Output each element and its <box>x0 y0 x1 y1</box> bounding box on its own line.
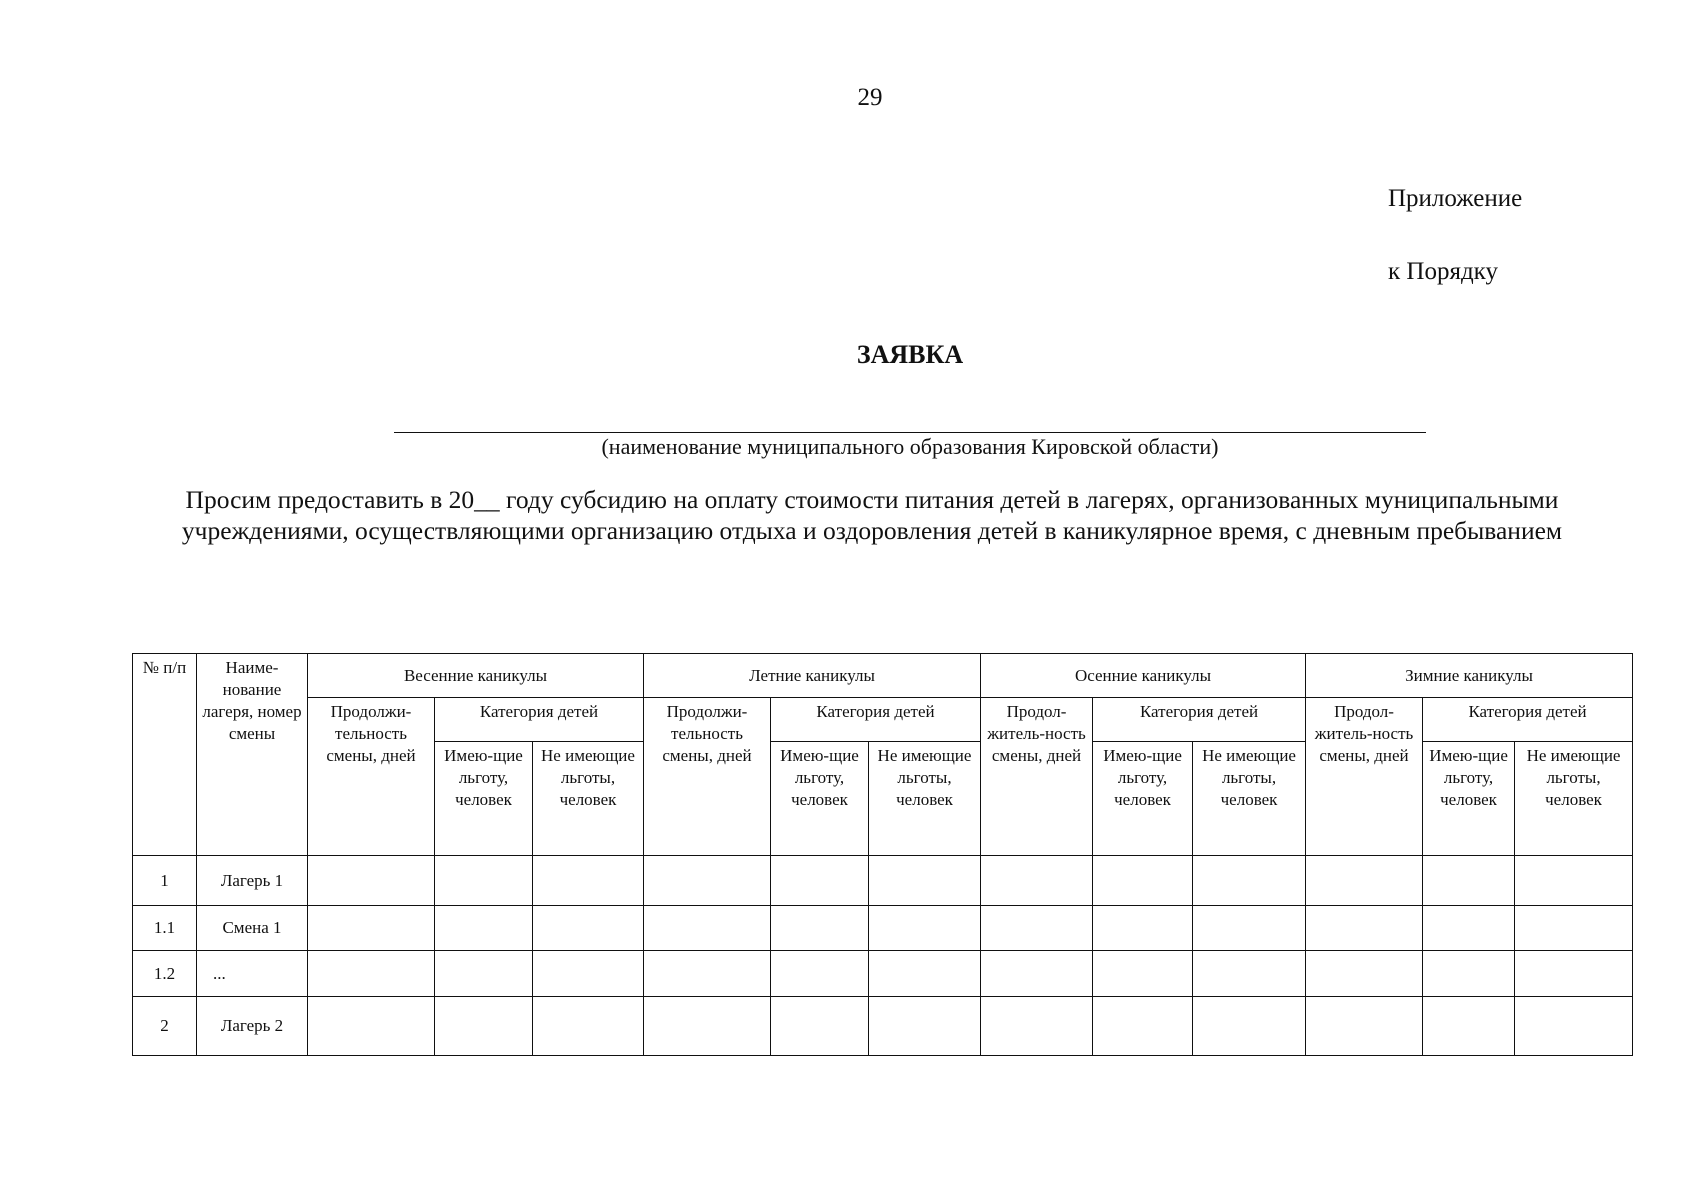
header-autumn-with-benefit: Имею-щие льготу, человек <box>1093 742 1193 856</box>
header-winter-category: Категория детей <box>1423 698 1633 742</box>
row-camp-name: Лагерь 1 <box>197 856 308 906</box>
cell-empty[interactable] <box>644 951 771 996</box>
cell-empty[interactable] <box>1515 996 1633 1055</box>
header-autumn-category: Категория детей <box>1093 698 1306 742</box>
header-autumn-without-benefit: Не имеющие льготы, человек <box>1193 742 1306 856</box>
municipality-blank-line <box>394 432 1426 433</box>
cell-empty[interactable] <box>308 996 435 1055</box>
cell-empty[interactable] <box>308 906 435 951</box>
cell-empty[interactable] <box>1515 906 1633 951</box>
row-camp-name: Смена 1 <box>197 906 308 951</box>
document-title: ЗАЯВКА <box>856 340 964 369</box>
cell-empty[interactable] <box>1193 951 1306 996</box>
header-summer-duration: Продолжи-тельность смены, дней <box>644 698 771 856</box>
row-number: 1.2 <box>133 951 197 996</box>
cell-empty[interactable] <box>771 856 869 906</box>
header-winter-with-benefit: Имею-щие льготу, человек <box>1423 742 1515 856</box>
cell-empty[interactable] <box>644 906 771 951</box>
cell-empty[interactable] <box>869 856 981 906</box>
cell-empty[interactable] <box>1193 906 1306 951</box>
application-table-wrapper <box>132 653 1632 1056</box>
header-summer-with-benefit: Имею-щие льготу, человек <box>771 742 869 856</box>
municipality-caption: (наименование муниципального образования Кировской области) <box>601 434 1219 459</box>
header-summer-category: Категория детей <box>771 698 981 742</box>
header-season-autumn: Осенние каникулы <box>981 654 1306 698</box>
cell-empty[interactable] <box>435 951 533 996</box>
cell-empty[interactable] <box>981 996 1093 1055</box>
cell-empty[interactable] <box>1515 951 1633 996</box>
cell-empty[interactable] <box>1193 996 1306 1055</box>
cell-empty[interactable] <box>1093 996 1193 1055</box>
cell-empty[interactable] <box>308 951 435 996</box>
row-camp-name: ... <box>197 951 308 996</box>
appendix-label: Приложение <box>1388 185 1523 212</box>
cell-empty[interactable] <box>771 951 869 996</box>
cell-empty[interactable] <box>1423 906 1515 951</box>
cell-empty[interactable] <box>869 906 981 951</box>
cell-empty[interactable] <box>981 951 1093 996</box>
cell-empty[interactable] <box>1306 951 1423 996</box>
cell-empty[interactable] <box>435 996 533 1055</box>
header-autumn-duration: Продол-житель-ность смены, дней <box>981 698 1093 856</box>
row-number: 1 <box>133 856 197 906</box>
header-spring-without-benefit: Не имеющие льготы, человек <box>533 742 644 856</box>
table-row <box>133 951 1633 996</box>
row-number: 1.1 <box>133 906 197 951</box>
cell-empty[interactable] <box>644 856 771 906</box>
header-spring-duration: Продолжи-тельность смены, дней <box>308 698 435 856</box>
table-row <box>133 996 1633 1055</box>
cell-empty[interactable] <box>1515 856 1633 906</box>
page-number: 29 <box>857 84 883 111</box>
cell-empty[interactable] <box>533 906 644 951</box>
cell-empty[interactable] <box>435 906 533 951</box>
header-spring-category: Категория детей <box>435 698 644 742</box>
cell-empty[interactable] <box>1306 996 1423 1055</box>
cell-empty[interactable] <box>1423 951 1515 996</box>
table-row <box>133 906 1633 951</box>
cell-empty[interactable] <box>981 856 1093 906</box>
row-camp-name: Лагерь 2 <box>197 996 308 1055</box>
cell-empty[interactable] <box>1306 906 1423 951</box>
cell-empty[interactable] <box>1423 996 1515 1055</box>
header-summer-without-benefit: Не имеющие льготы, человек <box>869 742 981 856</box>
header-season-spring: Весенние каникулы <box>308 654 644 698</box>
cell-empty[interactable] <box>533 856 644 906</box>
appendix-reference: к Порядку <box>1388 258 1498 285</box>
header-row-number: № п/п <box>133 654 197 856</box>
table-row <box>133 856 1633 906</box>
cell-empty[interactable] <box>981 906 1093 951</box>
request-text: Просим предоставить в 20__ году субсидию на оплату стоимости питания детей в лагерях, организованных муниципальными учреждениями, осуществляющими организацию отдыха и оздоровления детей в каникулярное время, с дневным пребыванием <box>181 485 1563 545</box>
cell-empty[interactable] <box>1093 906 1193 951</box>
cell-empty[interactable] <box>1306 856 1423 906</box>
cell-empty[interactable] <box>771 906 869 951</box>
cell-empty[interactable] <box>869 996 981 1055</box>
header-spring-with-benefit: Имею-щие льготу, человек <box>435 742 533 856</box>
cell-empty[interactable] <box>869 951 981 996</box>
cell-empty[interactable] <box>308 856 435 906</box>
header-winter-without-benefit: Не имеющие льготы, человек <box>1515 742 1633 856</box>
application-table <box>132 653 1633 1056</box>
header-winter-duration: Продол-житель-ность смены, дней <box>1306 698 1423 856</box>
cell-empty[interactable] <box>1093 856 1193 906</box>
cell-empty[interactable] <box>771 996 869 1055</box>
header-season-winter: Зимние каникулы <box>1306 654 1633 698</box>
cell-empty[interactable] <box>533 951 644 996</box>
cell-empty[interactable] <box>435 856 533 906</box>
cell-empty[interactable] <box>533 996 644 1055</box>
cell-empty[interactable] <box>1093 951 1193 996</box>
header-season-summer: Летние каникулы <box>644 654 981 698</box>
header-camp-name: Наиме-нование лагеря, номер смены <box>197 654 308 856</box>
cell-empty[interactable] <box>644 996 771 1055</box>
row-number: 2 <box>133 996 197 1055</box>
cell-empty[interactable] <box>1423 856 1515 906</box>
cell-empty[interactable] <box>1193 856 1306 906</box>
